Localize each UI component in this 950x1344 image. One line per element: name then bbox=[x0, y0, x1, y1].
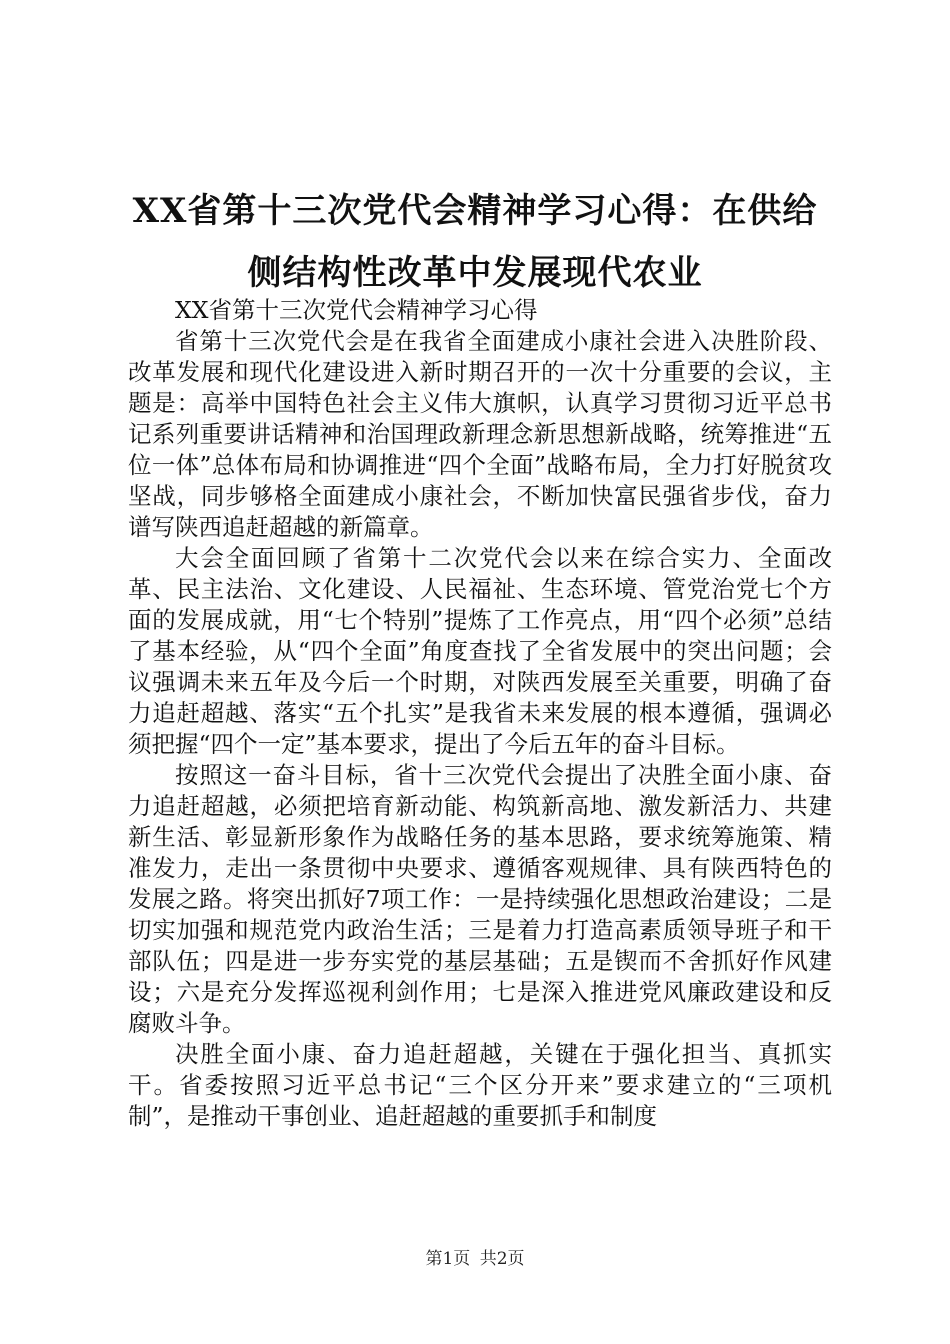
page-footer bbox=[0, 1244, 950, 1269]
paragraph-2: 大会全面回顾了省第十二次党代会以来在综合实力、全面改革、民主法治、文化建设、人民福祉、生态环境、管党治党七个方面的发展成就，用“七个特别”提炼了工作亮点，用“四个必须”总结了基本经验，从“四个全面”角度查找了全省发展中的突出问题；会议强调未来五年及今后一个时期，对陕西发展至关重要，明确了奋力追赶超越、落实“五个扎实”是我省未来发展的根本遵循，强调必须把握“四个一定”基本要求，提出了今后五年的奋斗目标。 bbox=[128, 544, 832, 758]
paragraph-1: 省第十三次党代会是在我省全面建成小康社会进入决胜阶段、改革发展和现代化建设进入新时期召开的一次十分重要的会议，主题是：高举中国特色社会主义伟大旗帜，认真学习贯彻习近平总书记系列重要讲话精神和治国理政新理念新思想新战略，统筹推进“五位一体”总体布局和协调推进“四个全面”战略布局，全力打好脱贫攻坚战，同步够格全面建成小康社会，不断加快富民强省步伐，奋力谱写陕西追赶超越的新篇章。 bbox=[128, 327, 832, 541]
document-body bbox=[128, 295, 832, 1132]
document-title bbox=[120, 180, 830, 304]
document-subtitle: XX省第十三次党代会精神学习心得 bbox=[175, 296, 538, 324]
page-number: 第1页 bbox=[425, 1249, 471, 1269]
paragraph-4: 决胜全面小康、奋力追赶超越，关键在于强化担当、真抓实干。省委按照习近平总书记“三个区分开来”要求建立的“三项机制”，是推动干事创业、追赶超越的重要抓手和制度 bbox=[128, 1040, 832, 1130]
page-total: 共2页 bbox=[479, 1249, 525, 1269]
paragraph-3: 按照这一奋斗目标，省十三次党代会提出了决胜全面小康、奋力追赶超越，必须把培育新动能、构筑新高地、激发新活力、共建新生活、彰显新形象作为战略任务的基本思路，要求统筹施策、精准发力，走出一条贯彻中央要求、遵循客观规律、具有陕西特色的发展之路。将突出抓好7项工作：一是持续强化思想政治建设；二是切实加强和规范党内政治生活；三是着力打造高素质领导班子和干部队伍；四是进一步夯实党的基层基础；五是锲而不舍抓好作风建设；六是充分发挥巡视利剑作用；七是深入推进党风廉政建设和反腐败斗争。 bbox=[128, 761, 832, 1037]
title-line-2: 侧结构性改革中发展现代农业 bbox=[247, 253, 703, 293]
title-line-1: XX省第十三次党代会精神学习心得：在供给 bbox=[132, 191, 818, 231]
